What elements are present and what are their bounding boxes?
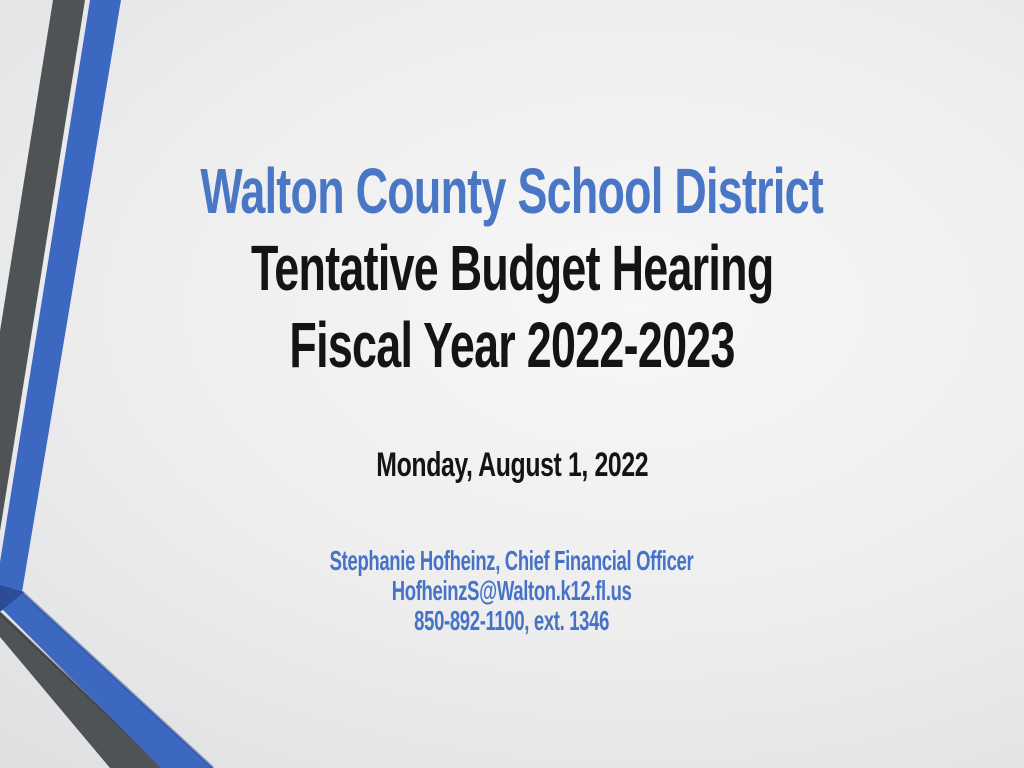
title-block <box>0 153 1024 384</box>
date-text: Monday, August 1, 2022 <box>376 446 648 484</box>
title-line-fiscal-year-text: Fiscal Year 2022-2023 <box>289 309 735 381</box>
date-line <box>0 445 1024 485</box>
title-line-district-text: Walton County School District <box>200 155 824 227</box>
contact-phone-line <box>0 606 1024 636</box>
title-line-fiscal-year <box>0 307 1024 384</box>
contact-name-line <box>0 546 1024 576</box>
title-line-district <box>0 153 1024 230</box>
contact-phone-text: 850-892-1100, ext. 1346 <box>414 605 610 636</box>
contact-email-text: HofheinzS@Walton.k12.fl.us <box>392 575 632 606</box>
contact-name-text: Stephanie Hofheinz, Chief Financial Officer <box>330 545 694 576</box>
title-line-hearing-text: Tentative Budget Hearing <box>250 232 774 304</box>
contact-email-line <box>0 576 1024 606</box>
contact-block <box>0 546 1024 636</box>
title-line-hearing <box>0 230 1024 307</box>
